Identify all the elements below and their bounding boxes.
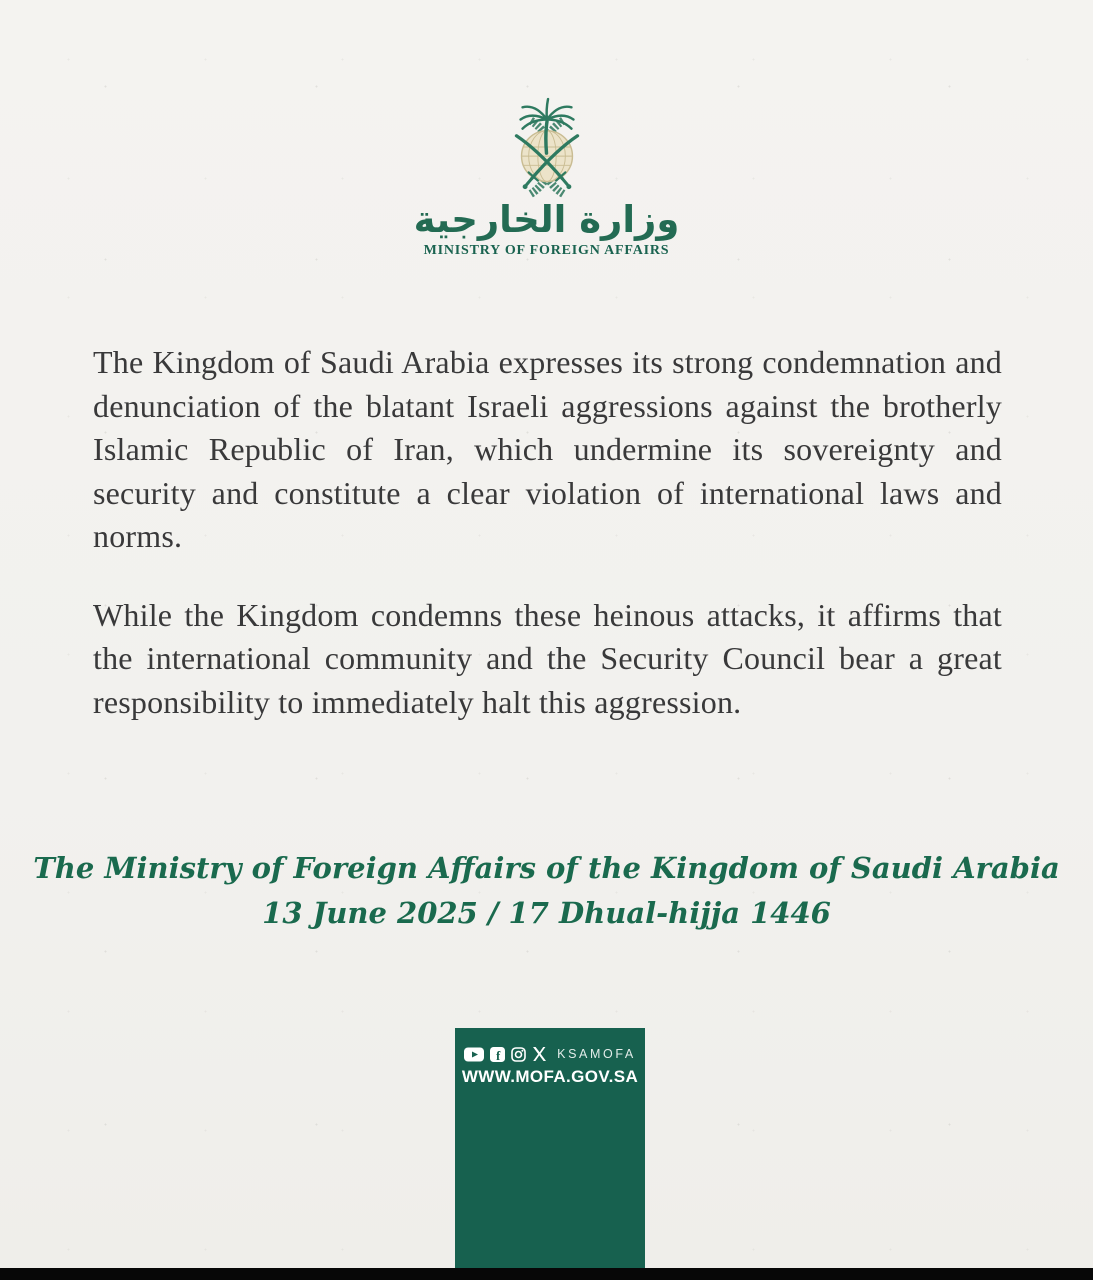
social-handle: KSAMOFA xyxy=(557,1047,636,1061)
signature-block xyxy=(0,846,1093,936)
signature-line: The Ministry of Foreign Affairs of the Kingdom of Saudi Arabia xyxy=(33,851,1060,885)
x-icon xyxy=(532,1047,547,1061)
palm-and-crossed-swords-emblem-icon xyxy=(485,92,609,204)
statement-paragraph-1: The Kingdom of Saudi Arabia expresses its strong condemnation and denunciation of the blatant Israeli aggressions against the brotherly Islamic Republic of Iran, which undermine its sovereignty and security and constitute a clear violation of international laws and norms. xyxy=(93,344,1002,554)
facebook-icon xyxy=(490,1047,505,1062)
social-row xyxy=(455,1045,645,1063)
ministry-english-title: MINISTRY OF FOREIGN AFFAIRS xyxy=(423,243,670,258)
bottom-edge-strip xyxy=(0,1268,1093,1280)
footer-bar xyxy=(455,1028,645,1268)
statement-body xyxy=(93,341,1002,724)
website-url: WWW.MOFA.GOV.SA xyxy=(461,1067,639,1086)
instagram-icon xyxy=(511,1047,526,1062)
statement-paragraph-2: While the Kingdom condemns these heinous attacks, it affirms that the international community and the Security Council bear a great responsibility to immediately halt this aggression. xyxy=(93,596,1002,720)
ministry-arabic-title: وزارة الخارجية xyxy=(413,198,680,241)
svg-text:f: f xyxy=(496,1047,501,1062)
youtube-icon xyxy=(464,1047,484,1062)
mofa-logo xyxy=(0,92,1093,259)
signature-date: 13 June 2025 / 17 Dhual-hijja 1446 xyxy=(262,896,831,930)
